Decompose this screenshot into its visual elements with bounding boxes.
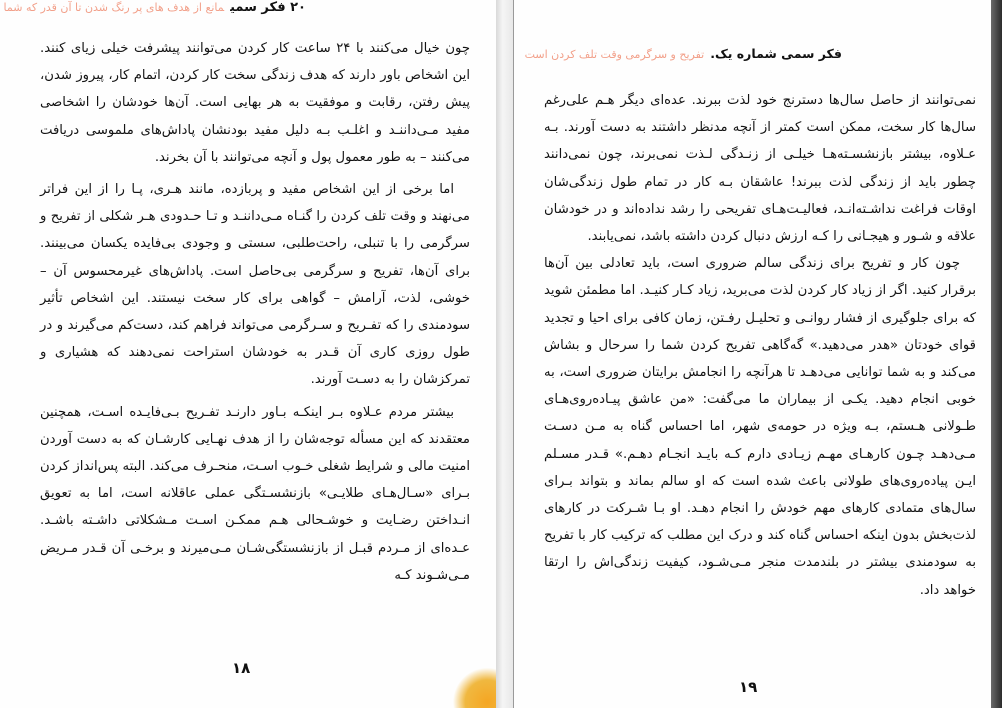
right-page-number: ۱۹ bbox=[739, 678, 758, 696]
left-paragraph-1: چون خیال می‌کنند با ۲۴ ساعت کار کردن می‌توانند پیشرفت خیلی زیای کنند. این اشخاص باور دارند که هدف زندگی سخت کار کردن، اتمام کار، پیروز شدن، پیش رفتن، رقابت و موفقیت به هر بهایی است. آن‌ها خودشان را اشخاصی مفید مـی‌داننـد و اغلـب بـه دلیل مفید بودنشان پاداش‌های ملموسی دریافت می‌کنند – به طور معمول پول و آنچه می‌توانند با آن بخرند. bbox=[40, 41, 470, 165]
corner-decoration bbox=[452, 668, 496, 708]
left-paragraph-3: بیشتر مردم عـلاوه بـر اینکـه بـاور دارنـد تفـریح بـی‌فایـده اسـت، همچنین معتقدند که این مسأله توجه‌شان را از هدف نهـایی کارشـان که به دست آوردن امنیت مالی و شرایط شغلی خـوب اسـت، منحـرف می‌کند. البته پس‌انداز کردن بـرای «سـال‌هـای طلایـی» بازنشسـتگی عملی عاقلانه است، اما به تعویق انـداختن رضـایت و خوشـحالی هـم ممکـن اسـت مـشکلاتی داشـته باشـد. عـده‌ای از مـردم قبـل از بازنشستگی‌شـان مـی‌میرند و برخـی آن قـدر مـریض مـی‌شـوند کـه bbox=[40, 404, 470, 583]
left-page-body bbox=[40, 35, 470, 589]
left-page-header bbox=[4, 0, 306, 15]
left-header-title: ۲۰ فکر سمی bbox=[230, 0, 306, 15]
left-paragraph-2: اما برخی از این اشخاص مفید و پربازده، مانند هـری، پـا را از این فراتر می‌نهند و وقت تلف کردن را گنـاه مـی‌داننـد و تـا حـدودی هـر شکلی از تفریح و سرگرمی را با تنبلی، راحت‌طلبی، سستی و وجودی بی‌فایده یکسان می‌بینند. برای آن‌ها، تفریح و سرگرمی بی‌حاصل است. پاداش‌های غیرمحسوس آن – خوشی، لذت، آرامش – گواهی برای کار سخت نیستند. این اشخاص تأثیر سودمندی را که تفـریح و سـرگرمی می‌تواند فراهم کند، دست‌کم می‌گیرند و در طول روزی کاری آن قـدر به خودشان استراحت نمی‌دهند که هشیاری و تمرکزشان را به دسـت آورند. bbox=[40, 182, 470, 388]
left-header-subtitle: مانع از هدف های پر رنگ شدن تا آن قدر که شما bbox=[3, 1, 225, 14]
right-page-header bbox=[525, 46, 842, 61]
book-gutter bbox=[496, 0, 513, 708]
left-page bbox=[0, 0, 497, 708]
right-page bbox=[513, 0, 992, 708]
left-page-number: ۱۸ bbox=[232, 659, 251, 677]
right-header-subtitle: تفریح و سرگرمی وقت تلف کردن است bbox=[524, 48, 705, 61]
right-paragraph-1: نمی‌توانند از حاصل سال‌ها دسترنج خود لذت ببرند. عده‌ای دیگر هـم علی‌رغم سال‌ها کار سخت، ممکن است کمتر از آنچه مدنظر داشتند به دست آورند. بـه عـلاوه، بیشتر بازنشسـته‌هـا خیلـی از زنـدگی لـذت نمی‌برند، چون نمی‌دانند چطور باید از زندگی لذت ببرند! عاشقان بـه کار در تمام طول زندگی‌شان اوقات فراغت نداشـته‌انـد، فعالیـت‌هـای تفریحی را رشد نداده‌اند و در خودشان علاقه و شـور و هیجـانی را کـه ارزش دنبال کردن داشته باشد، نمی‌یابند. bbox=[544, 93, 976, 245]
scan-edge bbox=[991, 0, 1002, 708]
right-page-body bbox=[544, 87, 976, 604]
right-header-title: فکر سمی شماره یک. bbox=[710, 46, 842, 61]
right-paragraph-2: چون کار و تفریح برای زندگی سالم ضروری است، باید تعادلی بین آن‌ها برقرار کنید. اگر از زیاد کار کردن لذت می‌برید، زیاد کـار کنیـد. اما مطمئن شوید که برای جلوگیری از فشار روانـی و تحلیـل رفـتن، زمان کافی برای احیا و تجدید قوای خودتان «هدر می‌دهید.» گه‌گاهی تفریح کردن شما را سرحال و بشاش می‌کند و به شما توانایی می‌دهـد تا هرآنچه را انجامش برایتان ضروری است، به خوبی انجام دهید. یکـی از بیماران ما می‌گفت: «من عاشق پیـاده‌روی‌هـای طـولانی هـستم، بـه ویژه در حومه‌ی شهر، اما احساس گناه به مـن دسـت مـی‌دهـد چـون کارهـای مهـم زیـادی دارم کـه بایـد انجـام دهـم.» قـدر مسـلم ایـن پیاده‌روی‌های طولانی باعث شده است که او سالم بماند و بتواند بـرای سال‌های متمادی کارهای مهم خودش را انجام دهـد. او بـا شـرکت در کارهای لذت‌بخش بدون اینکه احساس گناه کند و درک این مطلب که ترکیب کار با تفریح به سودمندی بیشتر در بلندمدت منجر مـی‌شـود، کیفیت زندگی‌اش را ارتقا خواهد داد. bbox=[544, 256, 976, 598]
